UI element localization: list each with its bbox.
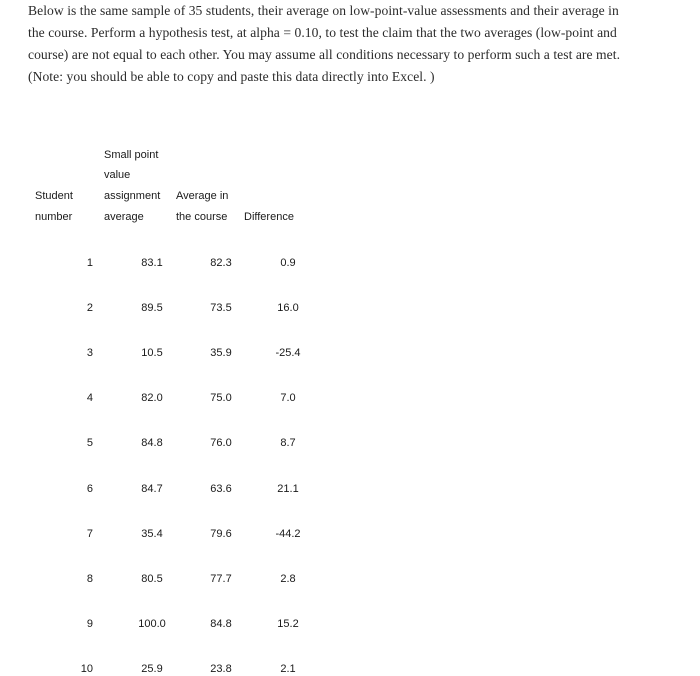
header-small-point-line-1: Small point (104, 149, 159, 161)
cell-student: 4 (86, 392, 93, 404)
cell-student: 8 (86, 573, 93, 585)
cell-student: 7 (86, 528, 93, 540)
problem-line-4: (Note: you should be able to copy and paste this data directly into Excel. ) (28, 69, 435, 84)
cell-difference: -44.2 (275, 528, 301, 540)
cell-course-average: 76.0 (210, 437, 232, 449)
cell-course-average: 63.6 (210, 483, 232, 495)
cell-small-point: 84.8 (141, 437, 163, 449)
cell-student: 6 (86, 483, 93, 495)
problem-statement (28, 0, 668, 88)
cell-student: 9 (86, 618, 93, 630)
cell-course-average: 35.9 (210, 347, 232, 359)
cell-difference: 0.9 (280, 257, 296, 269)
cell-difference: 15.2 (277, 618, 299, 630)
header-student-line-2: number (35, 211, 73, 223)
cell-student: 1 (86, 257, 93, 269)
cell-small-point: 83.1 (141, 257, 163, 269)
cell-course-average: 79.6 (210, 528, 232, 540)
cell-small-point: 80.5 (141, 573, 163, 585)
cell-student: 3 (86, 347, 93, 359)
cell-difference: 16.0 (277, 302, 299, 314)
cell-student: 10 (80, 663, 93, 675)
problem-line-1: Below is the same sample of 35 students, their average on low-point-value assessments and their average in (28, 3, 619, 18)
header-student-line-1: Student (35, 190, 73, 202)
cell-difference: 8.7 (280, 437, 296, 449)
header-small-point-line-3: assignment (104, 190, 161, 202)
cell-course-average: 75.0 (210, 392, 232, 404)
cell-student: 5 (86, 437, 93, 449)
cell-difference: 7.0 (280, 392, 296, 404)
cell-small-point: 25.9 (141, 663, 163, 675)
cell-difference: 2.8 (280, 573, 296, 585)
cell-course-average: 82.3 (210, 257, 232, 269)
problem-line-3: course) are not equal to each other. You may assume all conditions necessary to perform such a test are met. (28, 47, 621, 62)
cell-course-average: 23.8 (210, 663, 232, 675)
header-small-point-line-4: average (104, 211, 144, 223)
problem-line-2: the course. Perform a hypothesis test, at alpha = 0.10, to test the claim that the two averages (low-point and (28, 25, 617, 40)
cell-small-point: 84.7 (141, 483, 163, 495)
cell-small-point: 82.0 (141, 392, 163, 404)
header-course-line-2: the course (176, 211, 228, 223)
cell-difference: -25.4 (275, 347, 301, 359)
header-difference: Difference (244, 211, 294, 223)
cell-difference: 2.1 (280, 663, 296, 675)
cell-student: 2 (86, 302, 93, 314)
header-course-line-1: Average in (176, 190, 229, 202)
cell-course-average: 77.7 (210, 573, 232, 585)
cell-small-point: 10.5 (141, 347, 163, 359)
header-small-point-line-2: value (104, 169, 131, 181)
cell-difference: 21.1 (277, 483, 299, 495)
cell-small-point: 35.4 (141, 528, 163, 540)
cell-small-point: 100.0 (138, 618, 166, 630)
cell-course-average: 73.5 (210, 302, 232, 314)
cell-course-average: 84.8 (210, 618, 232, 630)
cell-small-point: 89.5 (141, 302, 163, 314)
